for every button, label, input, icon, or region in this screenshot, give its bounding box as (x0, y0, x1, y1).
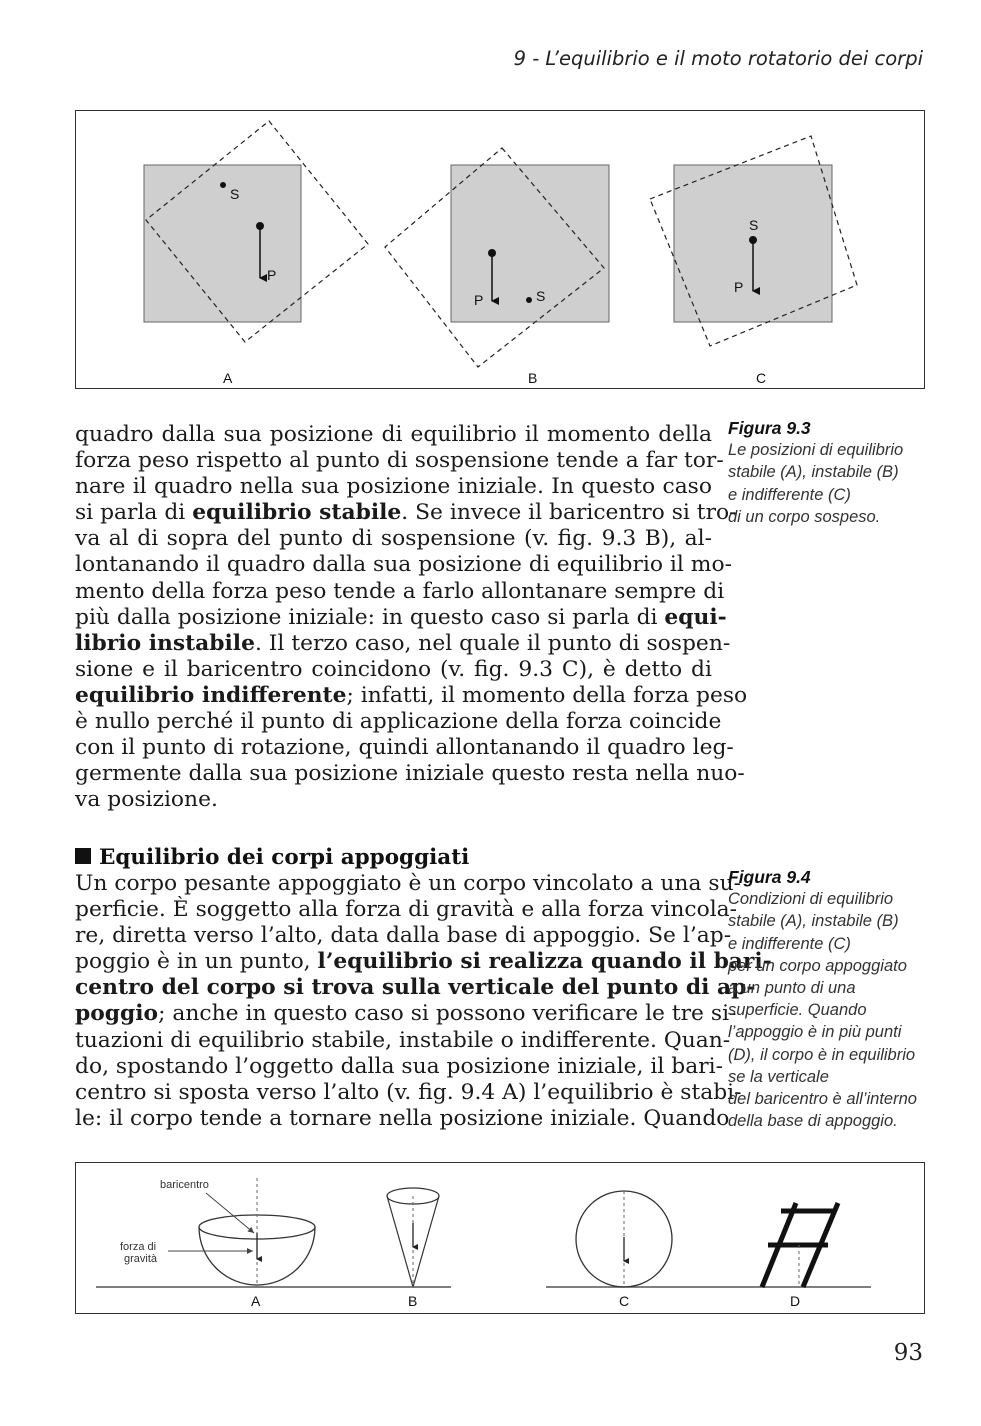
text-line (75, 975, 756, 1001)
text-line (75, 526, 712, 552)
text-run: si parla di (75, 500, 193, 526)
text-run: re, diretta verso l’alto, data dalla base di appoggio. Se l’ap- (75, 923, 732, 949)
bold-term: equilibrio indifferente (75, 682, 347, 708)
text-run: le: il corpo tende a tornare nella posizione iniziale. Quando (75, 1105, 730, 1131)
text-line (75, 500, 737, 526)
text-run: va posizione. (75, 787, 218, 813)
bold-term: poggio (75, 1001, 159, 1027)
text-run: sione e il baricentro coincidono (v. fig. 9.3 C), è detto di (75, 656, 712, 682)
text-line (75, 1105, 730, 1132)
bold-term: equi- (664, 604, 727, 630)
caption-line: della base di appoggio. (728, 1112, 898, 1131)
paragraph-equilibrio-sospeso (75, 422, 748, 813)
figure-9-4-drawing (76, 1163, 926, 1315)
text-line (75, 474, 712, 500)
section-heading (75, 845, 469, 870)
caption-line: e indifferente (C) (728, 934, 851, 953)
bold-term: l’equilibrio si realizza quando il bari- (317, 949, 772, 975)
figure-9-4-title: Figura 9.4 (728, 867, 811, 887)
text-line (75, 735, 734, 761)
text-line (75, 709, 722, 735)
caption-line: (D), il corpo è in equilibrio (728, 1045, 916, 1064)
text-run: germente dalla sua posizione iniziale questo resta nella nuo- (75, 761, 745, 787)
label-p-b: P (474, 292, 484, 308)
text-run: con il punto di rotazione, quindi allontanando il quadro leg- (75, 735, 734, 761)
caption-line: del baricentro è all’interno (728, 1090, 917, 1109)
panel-a (144, 121, 368, 386)
caption-line: per un corpo appoggiato (728, 956, 907, 975)
label-s-b: S (536, 288, 546, 304)
text-run: ; anche in questo caso si possono verificare le tre si- (158, 1001, 737, 1027)
panel-label-d: D (790, 1293, 801, 1309)
label-p-a: P (267, 267, 277, 283)
point-s-b (526, 297, 532, 303)
text-run: . Se invece il baricentro si tro- (401, 500, 737, 526)
point-s-a (220, 182, 226, 188)
text-run: mento della forza peso tende a farlo allontanare sempre di (75, 578, 725, 604)
page-number: 93 (893, 1340, 923, 1366)
panel-c (650, 136, 857, 386)
caption-line: e indifferente (C) (728, 485, 851, 504)
panel-label-c: C (619, 1293, 630, 1309)
square-a (144, 165, 301, 322)
figure-9-4-caption (728, 866, 948, 1132)
cone-side-left (387, 1196, 413, 1287)
text-run: do, spostando l’oggetto dalla sua posizione iniziale, il bari- (75, 1053, 723, 1079)
leader-baricentro (206, 1193, 254, 1233)
text-line (75, 761, 745, 787)
label-forza-di: forza di (120, 1241, 157, 1253)
text-line (75, 1079, 742, 1106)
label-s-c: S (749, 217, 759, 233)
text-run: Un corpo pesante appoggiato è un corpo vincolato a una su- (75, 871, 741, 896)
text-run: forza peso rispetto al punto di sospensione tende a far tor- (75, 448, 724, 474)
text-run: è nullo perché il punto di applicazione della forza coincide (75, 709, 722, 735)
text-line (75, 448, 724, 474)
label-gravita: gravità (124, 1253, 158, 1265)
text-run: tuazioni di equilibrio stabile, instabile o indifferente. Quan- (75, 1027, 731, 1053)
caption-line: di un corpo sospeso. (728, 507, 881, 526)
panel-label-b: B (528, 370, 538, 386)
panel-b (385, 148, 609, 386)
panel-label-b: B (408, 1293, 418, 1309)
text-line (75, 871, 741, 897)
caption-line: stabile (A), instabile (B) (728, 463, 899, 482)
text-line (75, 897, 738, 923)
text-line (75, 552, 732, 578)
caption-line: Condizioni di equilibrio (728, 890, 894, 909)
label-s-a: S (230, 186, 240, 202)
text-line (75, 1001, 737, 1027)
section-heading-text: Equilibrio dei corpi appoggiati (99, 845, 470, 870)
caption-line: l’appoggio è in più punti (728, 1023, 902, 1042)
bold-term: centro del corpo si trova sulla verticale del punto di ap- (75, 975, 756, 1001)
text-run: più dalla posizione iniziale: in questo caso si parla di (75, 604, 665, 630)
text-run: centro si sposta verso l’alto (v. fig. 9.4 A) l’equilibrio è stabi- (75, 1079, 742, 1105)
figure-9-3-caption (728, 417, 948, 528)
bold-term: librio instabile (75, 630, 255, 656)
text-line (75, 630, 731, 657)
text-line (75, 604, 727, 631)
text-run: ; infatti, il momento della forza peso (346, 682, 748, 708)
text-line (75, 1053, 723, 1080)
text-line (75, 1027, 731, 1054)
label-baricentro: baricentro (160, 1179, 209, 1191)
text-run: lontanando il quadro dalla sua posizione di equilibrio il mo- (75, 552, 732, 578)
text-line (75, 787, 712, 813)
figure-9-3 (75, 110, 925, 389)
panel-label-a: A (251, 1293, 261, 1309)
text-run: perficie. È soggetto alla forza di gravità e alla forza vincola- (75, 897, 738, 923)
caption-line: superficie. Quando (728, 1001, 867, 1020)
panel-label-a: A (223, 370, 233, 386)
paragraph-corpi-appoggiati (75, 871, 772, 1132)
text-run: poggio è in un punto, (75, 949, 318, 975)
running-header: 9 - L’equilibrio e il moto rotatorio dei corpi (513, 47, 923, 70)
text-run: . Il terzo caso, nel quale il punto di sospen- (254, 630, 731, 656)
text-run: va al di sopra del punto di sospensione (v. fig. 9.3 B), al- (75, 526, 712, 552)
caption-line: a un punto di una (728, 979, 856, 998)
figure-9-3-title: Figura 9.3 (728, 418, 811, 438)
text-line (75, 949, 772, 975)
text-line (75, 923, 732, 949)
cone-side-right (413, 1196, 439, 1287)
label-p-c: P (734, 279, 744, 295)
caption-line: se la verticale (728, 1067, 829, 1086)
text-line (75, 422, 712, 448)
caption-line: Le posizioni di equilibrio (728, 441, 904, 460)
figure-9-3-drawing (76, 111, 926, 390)
text-run: quadro dalla sua posizione di equilibrio il momento della (75, 422, 712, 447)
text-line (75, 657, 712, 683)
figure-9-4 (75, 1162, 925, 1314)
panel-d-frame (762, 1203, 838, 1309)
bold-term: equilibrio stabile (192, 500, 402, 526)
text-run: nare il quadro nella sua posizione iniziale. In questo caso (75, 474, 712, 500)
text-line (75, 682, 748, 709)
caption-line: stabile (A), instabile (B) (728, 912, 899, 931)
square-bullet-icon (75, 848, 91, 864)
text-line (75, 578, 725, 605)
panel-a-hemisphere (96, 1178, 451, 1309)
panel-b-cone (387, 1188, 439, 1309)
panel-label-c: C (756, 370, 767, 386)
